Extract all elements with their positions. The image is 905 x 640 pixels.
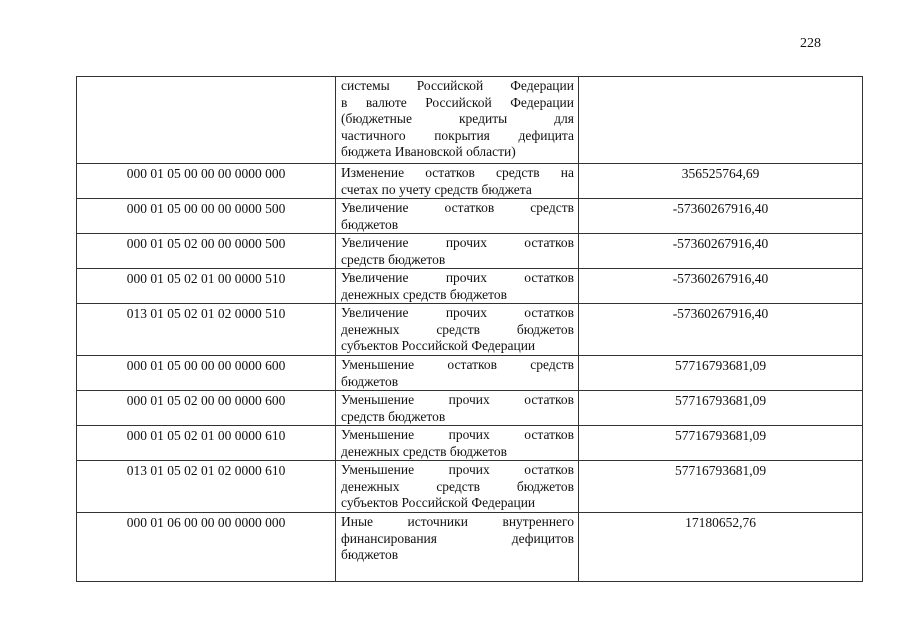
- source-name-line: системы Российской Федерации: [341, 78, 574, 93]
- source-name-cell: [336, 461, 579, 513]
- source-name-line: Увеличение прочих остатков: [341, 305, 574, 320]
- table-row: [77, 304, 863, 356]
- source-name-line: бюджетов: [341, 373, 399, 389]
- source-name-line: бюджетов: [341, 216, 399, 232]
- source-name-line: Изменение остатков средств на: [341, 165, 574, 180]
- source-name-line: бюджета Ивановской области): [341, 144, 516, 159]
- source-name-line: в валюте Российской Федерации: [341, 94, 574, 110]
- source-name-cell: [336, 77, 579, 164]
- budget-sources-table: [76, 76, 863, 582]
- source-name-line: средств бюджетов: [341, 408, 446, 424]
- source-name-cell: [336, 426, 579, 461]
- source-name-line: Уменьшение прочих остатков: [341, 427, 574, 442]
- amount-cell: 356525764,69: [579, 164, 863, 199]
- source-name-line: средств бюджетов: [341, 251, 446, 267]
- amount-cell: 17180652,76: [579, 513, 863, 582]
- source-name-line: Уменьшение прочих остатков: [341, 392, 574, 407]
- source-code-cell: 000 01 05 02 01 00 0000 510: [77, 269, 336, 304]
- amount-cell: 57716793681,09: [579, 356, 863, 391]
- source-name-line: денежных средств бюджетов: [341, 286, 508, 302]
- source-name-cell: [336, 513, 579, 582]
- amount-cell: -57360267916,40: [579, 234, 863, 269]
- source-name-line: частичного покрытия дефицита: [341, 127, 574, 143]
- page-number: 228: [800, 36, 821, 51]
- source-name-line: субъектов Российской Федерации: [341, 495, 536, 510]
- source-name-line: субъектов Российской Федерации: [341, 338, 536, 353]
- source-name-cell: [336, 356, 579, 391]
- amount-cell: -57360267916,40: [579, 199, 863, 234]
- table-row: [77, 164, 863, 199]
- table-row: [77, 391, 863, 426]
- source-code-cell: 000 01 05 02 01 00 0000 610: [77, 426, 336, 461]
- source-name-line: денежных средств бюджетов: [341, 321, 574, 337]
- source-code-cell: 013 01 05 02 01 02 0000 510: [77, 304, 336, 356]
- table-row: [77, 461, 863, 513]
- amount-cell: 57716793681,09: [579, 426, 863, 461]
- source-name-line: Иные источники внутреннего: [341, 514, 574, 529]
- source-code-cell: 013 01 05 02 01 02 0000 610: [77, 461, 336, 513]
- source-name-cell: [336, 234, 579, 269]
- source-name-cell: [336, 391, 579, 426]
- source-name-line: денежных средств бюджетов: [341, 478, 574, 494]
- source-name-line: денежных средств бюджетов: [341, 443, 508, 459]
- table-row: [77, 199, 863, 234]
- source-name-line: счетах по учету средств бюджета: [341, 181, 532, 197]
- source-name-line: Увеличение прочих остатков: [341, 270, 574, 285]
- source-name-line: Увеличение остатков средств: [341, 200, 574, 215]
- table-row: [77, 269, 863, 304]
- table-row: [77, 356, 863, 391]
- source-code-cell: 000 01 05 02 00 00 0000 500: [77, 234, 336, 269]
- source-name-cell: [336, 269, 579, 304]
- source-name-line: (бюджетные кредиты для: [341, 111, 574, 126]
- source-name-cell: [336, 199, 579, 234]
- source-name-cell: [336, 164, 579, 199]
- amount-cell: 57716793681,09: [579, 461, 863, 513]
- source-code-cell: 000 01 05 02 00 00 0000 600: [77, 391, 336, 426]
- source-name-line: Увеличение прочих остатков: [341, 235, 574, 250]
- amount-cell: -57360267916,40: [579, 304, 863, 356]
- source-code-cell: 000 01 05 00 00 00 0000 000: [77, 164, 336, 199]
- source-code-cell: 000 01 05 00 00 00 0000 600: [77, 356, 336, 391]
- table-row: [77, 77, 863, 164]
- table-row: [77, 234, 863, 269]
- source-code-cell: 000 01 05 00 00 00 0000 500: [77, 199, 336, 234]
- source-name-line: Уменьшение остатков средств: [341, 357, 574, 372]
- table-row: [77, 426, 863, 461]
- source-name-cell: [336, 304, 579, 356]
- table-body: [77, 77, 863, 582]
- amount-cell: [579, 77, 863, 164]
- source-name-line: финансирования дефицитов: [341, 530, 574, 546]
- amount-cell: -57360267916,40: [579, 269, 863, 304]
- amount-cell: 57716793681,09: [579, 391, 863, 426]
- source-name-line: бюджетов: [341, 547, 399, 562]
- table-row: [77, 513, 863, 582]
- source-code-cell: [77, 77, 336, 164]
- source-code-cell: 000 01 06 00 00 00 0000 000: [77, 513, 336, 582]
- source-name-line: Уменьшение прочих остатков: [341, 462, 574, 477]
